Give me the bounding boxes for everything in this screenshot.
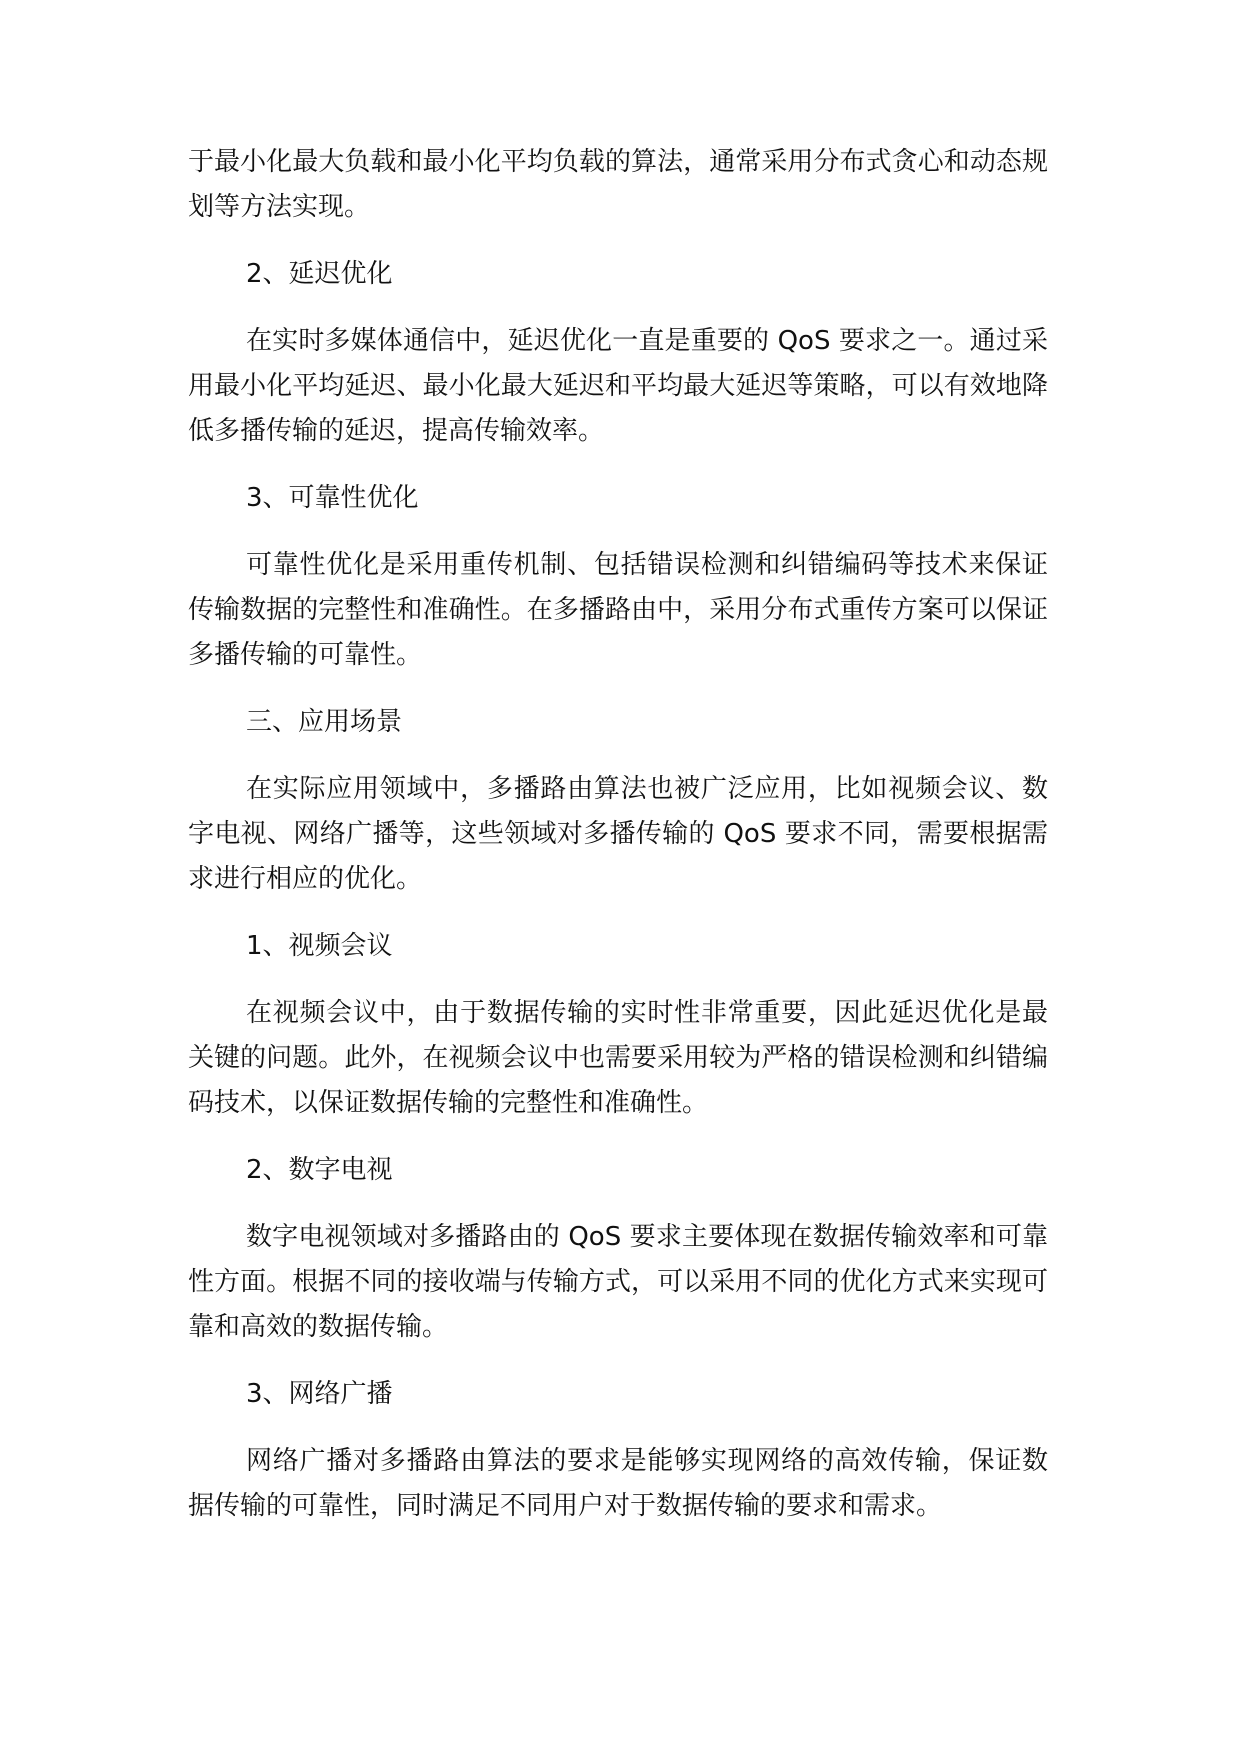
paragraph-digital-tv: 数字电视领域对多播路由的 QoS 要求主要体现在数据传输效率和可靠性方面。根据不同的接收端与传输方式，可以采用不同的优化方式来实现可靠和高效的数据传输。 (188, 1222, 1048, 1342)
paragraph-latency: 在实时多媒体通信中，延迟优化一直是重要的 QoS 要求之一。通过采用最小化平均延迟、最小化最大延迟和平均最大延迟等策略，可以有效地降低多播传输的延迟，提高传输效率。 (188, 326, 1048, 446)
paragraph-reliability: 可靠性优化是采用重传机制、包括错误检测和纠错编码等技术来保证传输数据的完整性和准确性。在多播路由中，采用分布式重传方案可以保证多播传输的可靠性。 (188, 550, 1048, 670)
section-heading-reliability: 3、可靠性优化 (246, 483, 419, 513)
paragraph-scenarios: 在实际应用领域中，多播路由算法也被广泛应用，比如视频会议、数字电视、网络广播等，这些领域对多播传输的 QoS 要求不同，需要根据需求进行相应的优化。 (188, 774, 1048, 894)
document-body (188, 140, 1048, 1551)
section-heading-latency: 2、延迟优化 (246, 259, 393, 289)
section-heading-web-broadcast: 3、网络广播 (246, 1379, 393, 1409)
section-heading-digital-tv: 2、数字电视 (246, 1155, 393, 1185)
paragraph-web-broadcast: 网络广播对多播路由算法的要求是能够实现网络的高效传输，保证数据传输的可靠性，同时满足不同用户对于数据传输的要求和需求。 (188, 1446, 1048, 1521)
section-heading-video-conference: 1、视频会议 (246, 931, 393, 961)
paragraph-continuation: 于最小化最大负载和最小化平均负载的算法，通常采用分布式贪心和动态规划等方法实现。 (188, 147, 1048, 222)
section-heading-scenarios: 三、应用场景 (246, 707, 403, 737)
paragraph-video-conference: 在视频会议中，由于数据传输的实时性非常重要，因此延迟优化是最关键的问题。此外，在视频会议中也需要采用较为严格的错误检测和纠错编码技术，以保证数据传输的完整性和准确性。 (188, 998, 1048, 1118)
